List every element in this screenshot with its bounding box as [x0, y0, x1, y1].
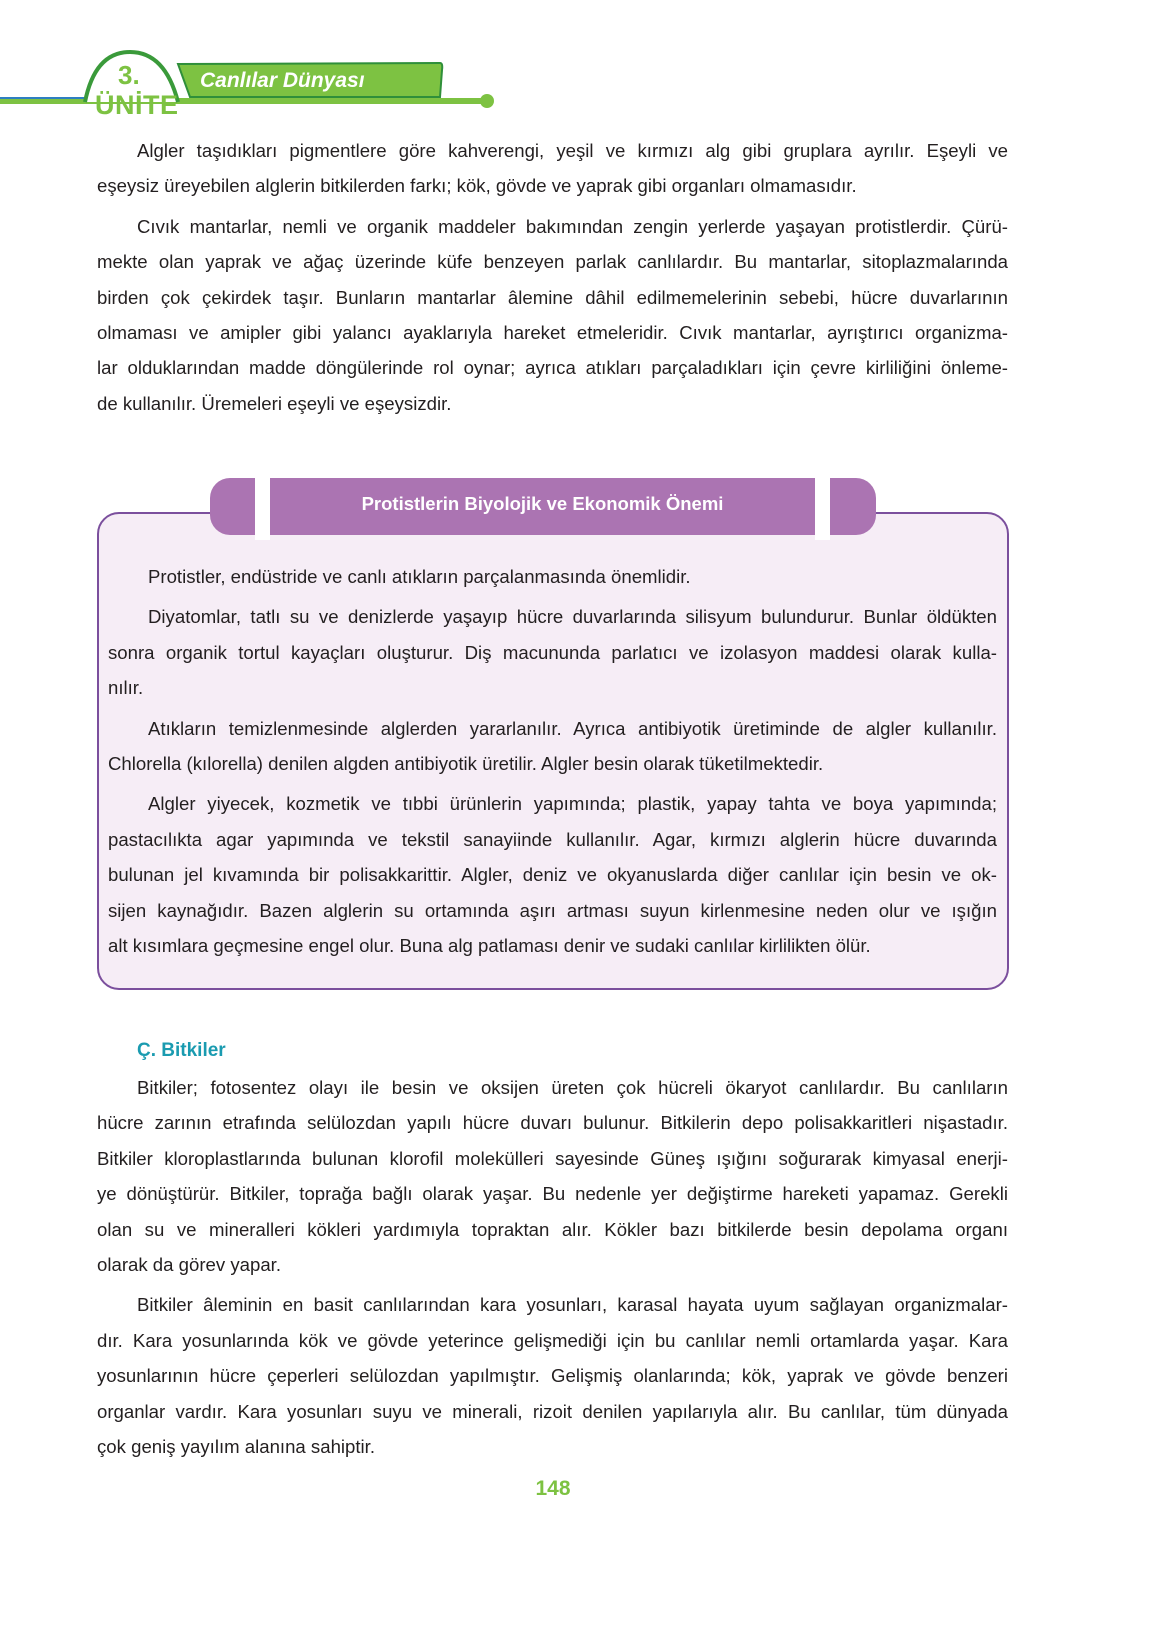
paragraph — [108, 711, 997, 782]
paragraph — [108, 599, 997, 705]
text-line: yosunlarının hücre çeperleri selülozdan yapılmıştır. Gelişmiş olanlarında; kök, yaprak ve gövde benzeri — [97, 1365, 1008, 1387]
text-line: Chlorella (kılorella) denilen algden antibiyotik üretilir. Algler besin olarak tüketilmektedir. — [108, 752, 824, 774]
intro-text — [97, 133, 1008, 421]
text-line: çok geniş yayılım alanına sahiptir. — [97, 1435, 376, 1457]
info-box-title: Protistlerin Biyolojik ve Ekonomik Önemi — [361, 493, 724, 514]
text-line: sonra organik tortul kayaçları oluşturur. Diş macununda parlatıcı ve izolasyon maddesi olarak kulla- — [108, 641, 997, 663]
section-heading: Ç. Bitkiler — [137, 1040, 226, 1061]
text-line: organlar vardır. Kara yosunları suyu ve minerali, rizoit denilen yapılarıyla alır. Bu canlılar, tüm dünyada — [97, 1400, 1008, 1422]
text-line: birden çok çekirdek taşır. Bunların mantarlar âlemine dâhil edilmemelerinin sebebi, hücre duvarlarının — [97, 286, 1008, 308]
info-box-text — [108, 559, 997, 963]
text-line: pastacılıkta agar yapımında ve tekstil sanayiinde kullanılır. Agar, kırmızı alglerin hücre duvarında — [108, 828, 997, 850]
text-line: Bitkiler; fotosentez olayı ile besin ve oksijen üreten çok hücreli ökaryot canlılardır. Bu canlıların — [137, 1077, 1008, 1098]
paragraph — [97, 209, 1008, 421]
unit-label: ÜNİTE — [95, 90, 179, 120]
text-line: olarak da görev yapar. — [97, 1253, 281, 1275]
unit-title: Canlılar Dünyası — [200, 69, 365, 92]
tab-divider — [815, 478, 830, 540]
text-line: alt kısımlara geçmesine engel olur. Buna alg patlaması denir ve sudaki canlılar kirlilikten ölür. — [108, 934, 871, 956]
text-line: mekte olan yaprak ve ağaç üzerinde küfe benzeyen parlak canlılardır. Bu mantarlar, sitoplazmalarında — [97, 251, 1008, 273]
section-text — [97, 1070, 1008, 1464]
text-line: ye dönüştürür. Bitkiler, toprağa bağlı olarak yaşar. Bu nedenle yer değiştirme hareketi yapamaz. Gerekli — [97, 1183, 1008, 1205]
text-line: olan su ve mineralleri kökleri yardımıyla topraktan alır. Kökler bazı bitkilerde besin depolama organı — [97, 1218, 1008, 1240]
tab-divider — [255, 478, 270, 540]
paragraph — [97, 133, 1008, 204]
text-line: Cıvık mantarlar, nemli ve organik maddeler bakımından zengin yerlerde yaşayan protistlerdir. Çürü- — [137, 215, 1008, 237]
text-line: sijen kaynağıdır. Bazen alglerin su ortamında aşırı artması suyun kirlenmesine neden olur ve ışığın — [108, 899, 997, 921]
text-line: Algler taşıdıkları pigmentlere göre kahverengi, yeşil ve kırmızı alg gibi gruplara ayrılır. Eşeyli ve — [137, 140, 1008, 161]
text-line: nılır. — [108, 677, 144, 699]
text-line: Algler yiyecek, kozmetik ve tıbbi ürünlerin yapımında; plastik, yapay tahta ve boya yapımında; — [148, 793, 997, 815]
text-line: Diyatomlar, tatlı su ve denizlerde yaşayıp hücre duvarlarında silisyum bulundurur. Bunlar öldükten — [148, 606, 997, 628]
paragraph — [108, 559, 997, 594]
text-line: Atıkların temizlenmesinde alglerden yararlanılır. Ayrıca antibiyotik üretiminde de algler kullanılır. — [148, 717, 997, 739]
text-line: Protistler, endüstride ve canlı atıkların parçalanmasında önemlidir. — [148, 566, 691, 587]
text-line: de kullanılır. Üremeleri eşeyli ve eşeysizdir. — [97, 392, 452, 414]
text-line: dır. Kara yosunlarında kök ve gövde yeterince gelişmediği için bu canlılar nemli ortamlarda yaşar. Kara — [97, 1329, 1008, 1351]
unit-number: 3. — [118, 60, 140, 90]
text-line: lar olduklarından madde döngülerinde rol oynar; ayrıca atıkları parçaladıkları için çevre kirliliğini önleme- — [97, 357, 1008, 379]
text-line: Bitkiler kloroplastlarında bulunan klorofil molekülleri sayesinde Güneş ışığını soğurarak kimyasal enerji- — [97, 1147, 1008, 1169]
text-line: bulunan jel kıvamında bir polisakkarittir. Algler, deniz ve okyanuslarda diğer canlılar için besin ve ok- — [108, 864, 997, 886]
paragraph — [97, 1070, 1008, 1282]
text-line: Bitkiler âleminin en basit canlılarından kara yosunları, karasal hayata uyum sağlayan organizmalar- — [137, 1294, 1008, 1316]
paragraph — [108, 786, 997, 963]
text-line: hücre zarının etrafında selülozdan yapılı hücre duvarı bulunur. Bitkilerin depo polisakkaritleri nişastadır. — [97, 1112, 1008, 1134]
text-line: eşeysiz üreyebilen alglerin bitkilerden farkı; kök, gövde ve yaprak gibi organları olmamasıdır. — [97, 175, 857, 197]
paragraph — [97, 1287, 1008, 1464]
text-line: olmaması ve amipler gibi yalancı ayaklarıyla hareket etmeleridir. Cıvık mantarlar, ayrıştırıcı organizma- — [97, 321, 1008, 343]
page-number: 148 — [535, 1477, 571, 1500]
